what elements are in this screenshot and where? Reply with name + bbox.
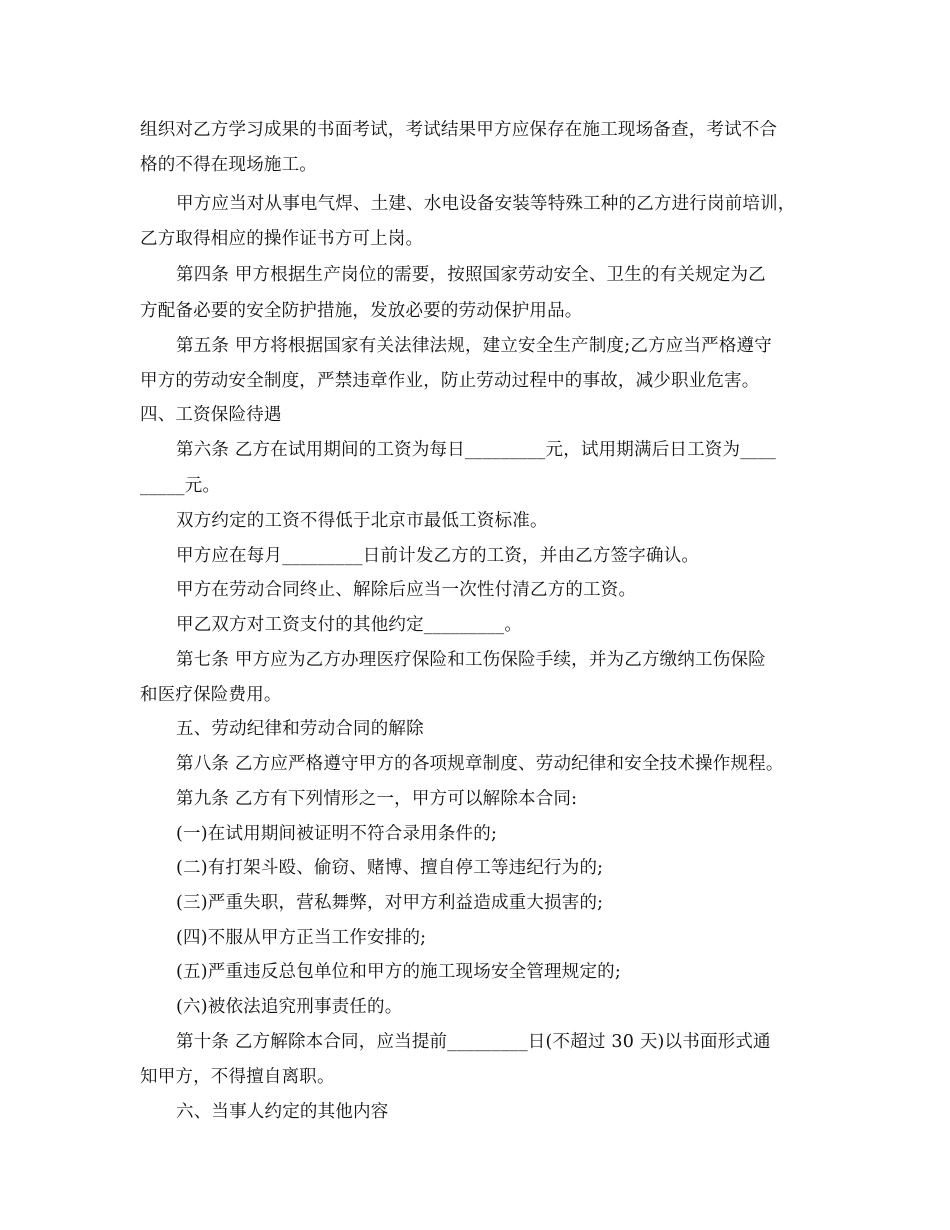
- article-5: 第五条 甲方将根据国家有关法律法规，建立安全生产制度;乙方应当严格遵守: [176, 336, 772, 356]
- article-8: 第八条 乙方应严格遵守甲方的各项规章制度、劳动纪律和安全技术操作规程。: [176, 754, 784, 774]
- section-heading: 四、工资保险待遇: [140, 405, 282, 425]
- text-line: 和医疗保险费用。: [140, 685, 282, 705]
- article-6: 第六条 乙方在试用期间的工资为每日_________元，试用期满后日工资为____: [176, 440, 777, 460]
- article-4: 第四条 甲方根据生产岗位的需要，按照国家劳动安全、卫生的有关规定为乙: [176, 265, 766, 285]
- article-9: 第九条 乙方有下列情形之一，甲方可以解除本合同:: [176, 789, 578, 809]
- text-line: 格的不得在现场施工。: [140, 155, 317, 175]
- text-line: 乙方取得相应的操作证书方可上岗。: [140, 229, 424, 249]
- text-line: 组织对乙方学习成果的书面考试，考试结果甲方应保存在施工现场备查，考试不合: [140, 120, 778, 140]
- list-item: (二)有打架斗殴、偷窃、赌博、擅自停工等违纪行为的;: [176, 858, 604, 878]
- list-item: (六)被依法追究刑事责任的。: [176, 997, 403, 1017]
- article-10: 第十条 乙方解除本合同，应当提前_________日(不超过 30 天)以书面形式通: [176, 1032, 771, 1052]
- text-line: 甲乙双方对工资支付的其他约定_________。: [176, 615, 523, 635]
- text-line: 双方约定的工资不得低于北京市最低工资标准。: [176, 511, 548, 531]
- list-item: (四)不服从甲方正当工作安排的;: [176, 928, 427, 948]
- text-line: 甲方的劳动安全制度，严禁违章作业，防止劳动过程中的事故，减少职业危害。: [140, 371, 760, 391]
- text-line: 甲方应在每月_________日前计发乙方的工资，并由乙方签字确认。: [176, 546, 700, 566]
- list-item: (五)严重违反总包单位和甲方的施工现场安全管理规定的;: [176, 962, 621, 982]
- list-item: (三)严重失职，营私舞弊，对甲方利益造成重大损害的;: [176, 893, 604, 913]
- text-line: _____元。: [140, 476, 221, 496]
- article-7: 第七条 甲方应为乙方办理医疗保险和工伤保险手续，并为乙方缴纳工伤保险: [176, 650, 766, 670]
- text-line: 甲方应当对从事电气焊、土建、水电设备安装等特殊工种的乙方进行岗前培训，: [176, 194, 796, 214]
- text-line: 方配备必要的安全防护措施，发放必要的劳动保护用品。: [140, 301, 583, 321]
- list-item: (一)在试用期间被证明不符合录用条件的;: [176, 824, 498, 844]
- section-heading: 五、劳动纪律和劳动合同的解除: [176, 719, 424, 739]
- text-line: 甲方在劳动合同终止、解除后应当一次性付清乙方的工资。: [176, 580, 637, 600]
- section-heading: 六、当事人约定的其他内容: [176, 1102, 389, 1122]
- text-line: 知甲方，不得擅自离职。: [140, 1067, 335, 1087]
